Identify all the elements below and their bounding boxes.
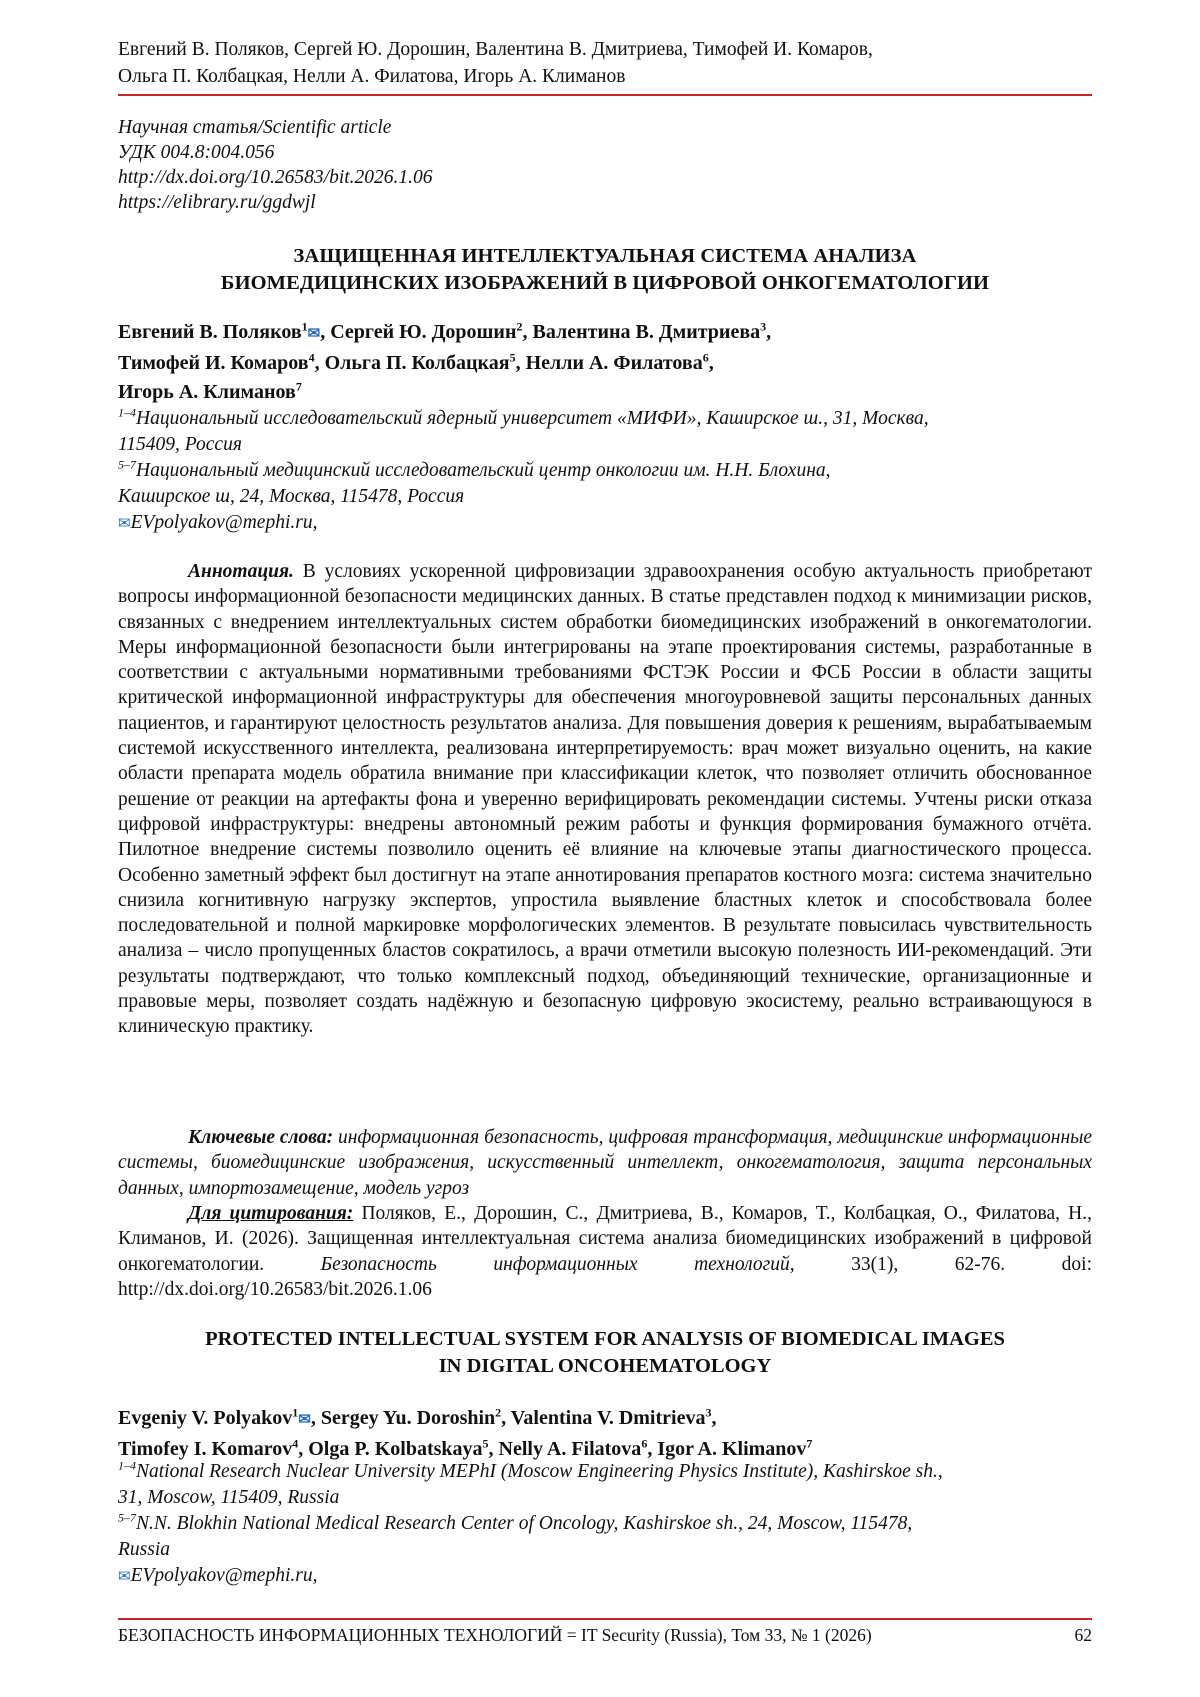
author-name: Игорь А. Климанов: [118, 381, 296, 403]
affil-number: 4: [292, 1436, 299, 1451]
affiliation-1: $^{1-4}$National Research Nuclear University MEPhI (Moscow Engineering Physics Institute), Kashirskoe sh.,: [118, 1458, 943, 1482]
contact-email: [118, 510, 1092, 537]
header-line-1: Евгений В. Поляков, Сергей Ю. Дорошин, Валентина В. Дмитриева, Тимофей И. Комаров,: [118, 39, 873, 60]
envelope-icon[interactable]: ✉: [307, 326, 321, 342]
affil-number: 5: [482, 1436, 489, 1451]
affiliation-1-cont: 115409, Россия: [118, 434, 242, 455]
citation-text: Поляков, Е., Дорошин, С., Дмитриева, В., Комаров, Т., Колбацкая, О., Филатова, Н., Климанов, И. (2026). Защищенная интеллектуальная система анализа биомедицинских изображений в цифровой онкогематологии.: [118, 1203, 1092, 1275]
title-en-line-2: IN DIGITAL ONCOHEMATOLOGY: [438, 1355, 772, 1377]
email-link[interactable]: EVpolyakov@mephi.ru,: [130, 512, 318, 533]
affil-number: 1: [292, 1405, 299, 1420]
citation-tail: 33(1), 62-76. doi: http://dx.doi.org/10.26583/bit.2026.1.06: [118, 1253, 1092, 1300]
author-name: , Nelly A. Filatova: [488, 1438, 642, 1460]
keywords-text: информационная безопасность, цифровая трансформация, медицинские информационные системы, биомедицинские изображения, искусственный интеллект, онкогематология, защита персональных данных, импортозамещение, модель угроз: [118, 1127, 1093, 1199]
citation-label: Для цитирования:: [188, 1203, 354, 1224]
affiliation-2-cont: Russia: [118, 1539, 171, 1560]
footer-journal: БЕЗОПАСНОСТЬ ИНФОРМАЦИОННЫХ ТЕХНОЛОГИЙ = IT Security (Russia), Том 33, № 1 (2026): [118, 1625, 872, 1645]
udk-code: УДК 004.8:004.056: [118, 142, 275, 163]
affiliation-1-cont: 31, Moscow, 115409, Russia: [118, 1487, 340, 1508]
author-name: Timofey I. Komarov: [118, 1438, 293, 1460]
citation: [118, 1201, 1092, 1302]
header-line-2: Ольга П. Колбацкая, Нелли А. Филатова, Игорь А. Климанов: [118, 66, 626, 87]
keywords-label: Ключевые слова:: [188, 1127, 334, 1148]
title-ru-line-1: ЗАЩИЩЕННАЯ ИНТЕЛЛЕКТУАЛЬНАЯ СИСТЕМА АНАЛИЗА: [293, 245, 917, 267]
affil-number: 1: [301, 319, 308, 334]
running-header: [118, 36, 1092, 90]
abstract-label: Аннотация.: [188, 561, 294, 582]
affiliation-2: $^{5-7}$N.N. Blokhin National Medical Research Center of Oncology, Kashirskoe sh., 24, Moscow, 115478,: [118, 1510, 913, 1534]
page-number: 62: [1074, 1625, 1092, 1645]
author-name: , Olga P. Kolbatskaya: [298, 1438, 483, 1460]
affiliation-2-cont: Каширское ш, 24, Москва, 115478, Россия: [118, 486, 465, 507]
article-page: [118, 0, 1092, 1697]
envelope-icon: ✉: [118, 516, 131, 532]
authors-en: [118, 1404, 1092, 1464]
author-name: Евгений В. Поляков: [118, 321, 302, 343]
author-name: , Нелли А. Филатова: [515, 352, 703, 374]
envelope-icon[interactable]: ✉: [298, 1412, 311, 1428]
doi-link[interactable]: http://dx.doi.org/10.26583/bit.2026.1.06: [118, 167, 433, 188]
title-ru: [118, 243, 1092, 297]
running-footer: [118, 1624, 1092, 1646]
author-name: , Igor A. Klimanov: [647, 1438, 807, 1460]
affil-number: 7: [295, 379, 302, 394]
author-name: , Сергей Ю. Дорошин: [320, 321, 517, 343]
affil-number: 5: [509, 350, 516, 365]
title-en-line-1: PROTECTED INTELLECTUAL SYSTEM FOR ANALYSIS OF BIOMEDICAL IMAGES: [205, 1328, 1005, 1350]
affiliation-2: $^{5-7}$Национальный медицинский исследовательский центр онкологии им. Н.Н. Блохина,: [118, 457, 831, 481]
authors-ru: [118, 318, 1092, 407]
affil-number: 4: [308, 350, 315, 365]
contact-email: [118, 1563, 1092, 1590]
affil-range: 5–7: [118, 1510, 136, 1525]
affil-range: 5–7: [118, 457, 136, 472]
header-divider: [118, 94, 1092, 96]
affiliations-ru: [118, 406, 1092, 537]
affil-number: 3: [760, 319, 767, 334]
author-name: Evgeniy V. Polyakov: [118, 1407, 293, 1429]
envelope-icon: ✉: [118, 1569, 131, 1585]
author-name: , Sergey Yu. Doroshin: [310, 1407, 496, 1429]
article-meta: [118, 115, 433, 215]
email-link[interactable]: EVpolyakov@mephi.ru,: [130, 1565, 318, 1586]
title-ru-line-2: БИОМЕДИЦИНСКИХ ИЗОБРАЖЕНИЙ В ЦИФРОВОЙ ОНКОГЕМАТОЛОГИИ: [220, 272, 990, 294]
affil-number: 2: [516, 319, 523, 334]
affil-number: 2: [495, 1405, 502, 1420]
affiliations-en: [118, 1459, 1092, 1590]
affiliation-1: $^{1-4}$Национальный исследовательский ядерный университет «МИФИ», Каширское ш., 31, Москва,: [118, 405, 929, 429]
article-type: Научная статья/Scientific article: [118, 117, 392, 138]
authors-en-line-1: Evgeniy V. Polyakov$^1$✉, Sergey Yu. Doroshin$^2$, Valentina V. Dmitrieva$^3$,: [118, 1405, 717, 1429]
affil-number: 6: [641, 1436, 648, 1451]
keywords: [118, 1125, 1092, 1201]
authors-ru-line-3: [118, 378, 1092, 407]
affil-range: 1–4: [118, 405, 136, 420]
elibrary-link[interactable]: https://elibrary.ru/ggdwjl: [118, 192, 316, 213]
citation-journal: Безопасность информационных технологий,: [320, 1253, 795, 1275]
author-name: , Ольга П. Колбацкая: [314, 352, 510, 374]
affil-number: 3: [705, 1405, 712, 1420]
authors-ru-line-1: Евгений В. Поляков$^1$✉, Сергей Ю. Дорошин$^2$, Валентина В. Дмитриева$^3$,: [118, 319, 772, 343]
author-name: , Valentina V. Dmitrieva: [501, 1407, 706, 1429]
affil-number: 7: [806, 1436, 813, 1451]
affil-number: 6: [702, 350, 709, 365]
title-en: [118, 1326, 1092, 1380]
abstract-text: В условиях ускоренной цифровизации здравоохранения особую актуальность приобретают вопросы информационной безопасности медицинских данных. В статье представлен подход к минимизации рисков, связанных с внедрением интеллектуальных систем обработки биомедицинских изображений в онкогематологии. Меры информационной безопасности были интегрированы на этапе проектирования системы, разработанные в соответствии с актуальными нормативными требованиями ФСТЭК России и ФСБ России в области защиты критической информационной инфраструктуры для обеспечения многоуровневой защиты персональных данных пациентов, и гарантируют целостность результатов анализа. Для повышения доверия к решениям, вырабатываемым системой искусственного интеллекта, реализована интерпретируемость: врач может визуально оценить, на какие области препарата модель обратила внимание при классификации клеток, что позволяет отличить обоснованное решение от реакции на артефакты фона и уверенно верифицировать рекомендации системы. Учтены риски отказа цифровой инфраструктуры: внедрены автономный режим работы и функция формирования бумажного отчёта. Пилотное внедрение системы позволило оценить её влияние на ключевые этапы диагностического процесса. Особенно заметный эффект был достигнут на этапе аннотирования препаратов костного мозга: система значительно снизила когнитивную нагрузку экспертов, упростила выявление бластных клеток и способствовала более последовательной и полной маркировке морфологических элементов. В результате повысилась чувствительность анализа – число пропущенных бластов сократилось, а врачи отметили высокую полезность ИИ-рекомендаций. Эти результаты подтверждают, что только комплексный подход, объединяющий технические, организационные и правовые меры, позволяет создать надёжную и безопасную цифровую экосистему, реально встраивающуюся в клиническую практику.: [118, 561, 1092, 1038]
abstract: [118, 559, 1092, 1040]
author-name: Тимофей И. Комаров: [118, 352, 309, 374]
footer-divider: [118, 1618, 1092, 1620]
affil-range: 1–4: [118, 1458, 136, 1473]
authors-ru-line-2: Тимофей И. Комаров$^4$, Ольга П. Колбацкая$^5$, Нелли А. Филатова$^6$,: [118, 350, 714, 374]
author-name: , Валентина В. Дмитриева: [522, 321, 761, 343]
